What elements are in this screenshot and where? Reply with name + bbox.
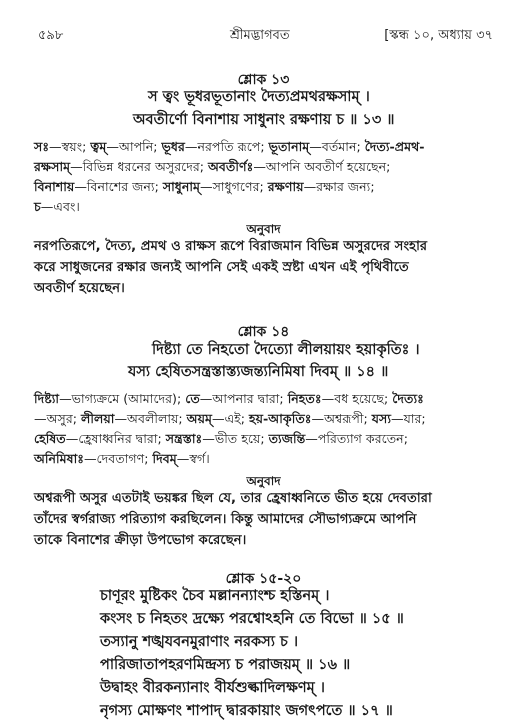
translation-line: অবতীর্ণ হয়েছেন। [34, 281, 125, 296]
verse-14-label: শ্লোক ১৪ [237, 324, 290, 340]
verse-17-line-2: নৃগস্য মোক্ষণং শাপাদ্ দ্বারকায়াং জগৎপতে ॥ ১৭ ॥ [100, 703, 393, 719]
sanskrit-term: ভূতানাম্ [268, 139, 310, 154]
synonym-line [34, 409, 493, 429]
term-meaning: —নরপতি রূপে; [184, 139, 269, 154]
sanskrit-term: অনিমিষাঃ [34, 451, 84, 466]
verse-13-line-1: স ত্বং ভূধরভূতানাং দৈত্যপ্রমথরক্ষসাম্ । [148, 89, 370, 105]
term-meaning: —সাধুগণের; [200, 179, 268, 194]
verse-15-line-2: কংসং চ নিহতং দ্রক্ষ্যে পরশ্বোঽহনি তে বিভো ॥ ১৫ ॥ [100, 611, 404, 627]
sanskrit-term: সন্ত্রস্তাঃ [165, 431, 203, 446]
term-meaning: —আপনি; [106, 139, 162, 154]
sanskrit-term: ভূধর [161, 139, 185, 154]
sanskrit-term: ত্বম্ [90, 139, 107, 154]
verse-14-synonyms [34, 389, 493, 469]
verse-14-line-2: যস্য হেষিতসন্ত্রস্তাস্ত্যজন্ত্যনিমিষা দিবম্ ॥ ১৪ ॥ [128, 364, 389, 380]
verse-16-line-1: তস্যানু শঙ্খযবনমুরাণাং নরকস্য চ । [100, 634, 299, 650]
term-meaning: —ভাগ্যক্রমে (আমাদের); [59, 391, 186, 406]
term-meaning: —দেবতাগণ; [83, 451, 153, 466]
term-meaning: —যার; [391, 411, 426, 426]
synonym-line [34, 157, 493, 177]
sanskrit-term: দৈত্য-প্রমথ- [364, 139, 425, 154]
term-meaning: —এবং। [40, 199, 80, 214]
verse-15-20-label: শ্লোক ১৫-২০ [225, 571, 302, 587]
synonym-line [34, 389, 493, 409]
sanskrit-term: দিষ্ট্যা [34, 391, 60, 406]
term-meaning: —হ্রেষাধ্বনির দ্বারা; [65, 431, 166, 446]
verse-13-translation-heading: অনুবাদ [246, 222, 281, 236]
term-meaning: —বধ হয়েছে; [321, 391, 393, 406]
synonym-line [34, 137, 493, 157]
verse-14-translation-heading: অনুবাদ [246, 474, 281, 488]
verse-14-line-1: দিষ্ট্যা তে নিহতো দৈত্যো লীলয়ায়ং হয়াকৃতিঃ । [152, 342, 420, 358]
sanskrit-term: অবতীর্ণঃ [208, 159, 254, 174]
translation-line: করে সাধুজনের রক্ষার জন্যই আপনি সেই একই স্রষ্টা এখন এই পৃথিবীতে [34, 260, 409, 275]
sanskrit-term: সাধুনাম্ [162, 179, 201, 194]
page-number: ৫৯৮ [38, 28, 64, 43]
translation-line: অশ্বরূপী অসুর এতটাই ভয়ঙ্কর ছিল যে, তার হ্রেষাধ্বনিতে ভীত হয়ে দেবতারা [34, 491, 432, 506]
synonym-line [34, 449, 493, 469]
term-meaning: —স্বয়ং; [49, 139, 91, 154]
verse-17-line-1: উদ্বাহং বীরকন্যানাং বীর্যশুল্কাদিলক্ষণম্ । [100, 680, 325, 696]
synonym-line [34, 177, 493, 197]
term-meaning: —ভীত হয়ে; [202, 431, 269, 446]
verse-13-line-2: অবতীর্ণো বিনাশায় সাধুনাং রক্ষণায় চ ॥ ১৩ ॥ [133, 112, 395, 128]
sanskrit-term: হেষিত [34, 431, 66, 446]
sanskrit-term: হয়-আকৃতিঃ [248, 411, 312, 426]
verse-15-line-1: চাণূরং মুষ্টিকং চৈব মল্লানন্যাংশ্চ হস্তিনম্ । [100, 588, 330, 604]
term-meaning: —অশ্বরূপী; [311, 411, 372, 426]
term-meaning: —এই; [211, 411, 249, 426]
sanskrit-term: রক্ষসাম্ [34, 159, 71, 174]
sanskrit-term: চ [34, 199, 41, 214]
sanskrit-term: সঃ [34, 139, 50, 154]
sanskrit-term: রক্ষণায় [267, 179, 304, 194]
sanskrit-term: বিনাশায় [34, 179, 75, 194]
sanskrit-term: দিবম্ [152, 451, 177, 466]
verse-13-translation [34, 236, 493, 299]
term-meaning: —রক্ষার জন্য; [303, 179, 375, 194]
book-title: শ্রীমদ্ভাগবত [230, 28, 290, 43]
verse-13-label: শ্লোক ১৩ [237, 72, 290, 88]
term-meaning: —আপনার দ্বারা; [199, 391, 288, 406]
translation-line: নরপতিরূপে, দৈত্য, প্রমথ ও রাক্ষস রূপে বিরাজমান বিভিন্ন অসুরদের সংহার [34, 239, 428, 254]
translation-line: তাঁদের স্বর্গরাজ্য পরিত্যাগ করছিলেন। কিন্তু আমাদের সৌভাগ্যক্রমে আপনি [34, 512, 417, 527]
translation-line: তাকে বিনাশের ক্রীড়া উপভোগ করেছেন। [34, 533, 247, 548]
term-meaning: —অবলীলায়; [114, 411, 187, 426]
verse-16-line-2: পারিজাতাপহরণমিন্দ্রস্য চ পরাজয়ম্ ॥ ১৬ ॥ [100, 657, 351, 673]
sanskrit-term: নিহতঃ [287, 391, 322, 406]
term-meaning: —বিনাশের জন্য; [74, 179, 163, 194]
term-meaning: —স্বর্গ। [176, 451, 210, 466]
sanskrit-term: ত্যজন্তি [268, 431, 306, 446]
verse-14-translation [34, 488, 493, 551]
term-meaning: —অসুর; [34, 411, 81, 426]
sanskrit-term: অয়ম্ [186, 411, 212, 426]
term-meaning: —পরিত্যাগ করতেন; [305, 431, 408, 446]
term-meaning: —বর্তমান; [309, 139, 365, 154]
chapter-reference: [স্কন্ধ ১০, অধ্যায় ৩৭ [384, 28, 493, 43]
term-meaning: —বিভিন্ন ধরনের অসুরদের; [70, 159, 208, 174]
synonym-line [34, 197, 493, 217]
term-meaning: —আপনি অবতীর্ণ হয়েছেন; [253, 159, 391, 174]
sanskrit-term: তে [185, 391, 200, 406]
sanskrit-term: লীলয়া [81, 411, 115, 426]
verse-13-synonyms [34, 137, 493, 217]
sanskrit-term: যস্য [371, 411, 391, 426]
sanskrit-term: দৈত্যঃ [392, 391, 424, 406]
synonym-line [34, 429, 493, 449]
page-header [38, 26, 493, 44]
